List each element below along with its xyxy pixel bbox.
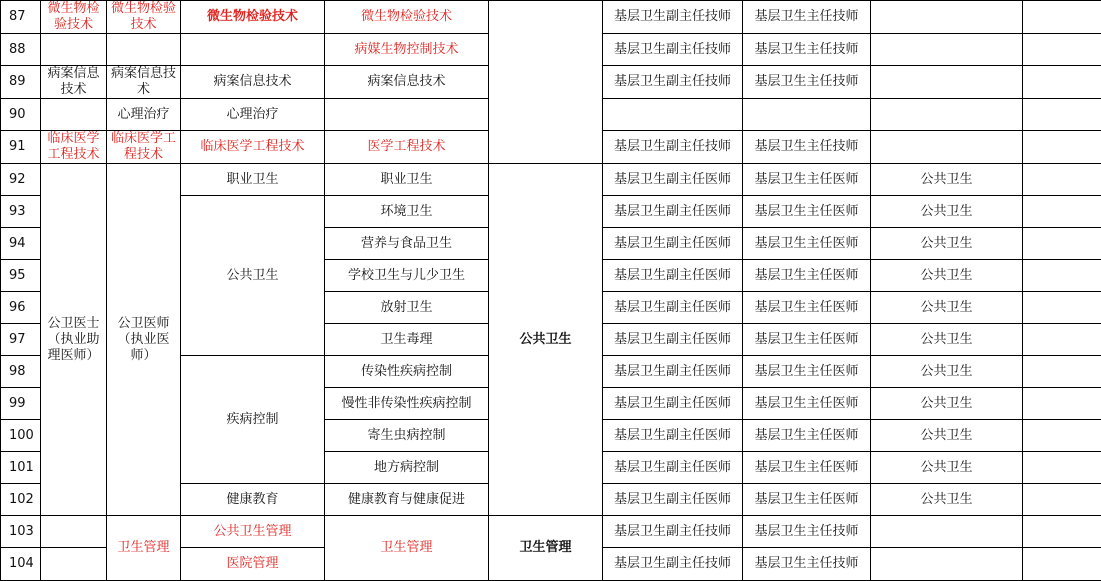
row-number[interactable]: 99 [1,388,41,420]
cell-empty[interactable] [1023,66,1101,99]
cell-exam-subject[interactable] [871,131,1023,164]
cell-specialty[interactable]: 病案信息技术 [325,66,489,99]
cell-specialty[interactable]: 医学工程技术 [325,131,489,164]
cell-level-a[interactable] [41,516,107,548]
cell-level-b[interactable]: 微生物检验技术 [107,1,181,34]
row-number[interactable]: 90 [1,99,41,131]
cell-deputy-title[interactable]: 基层卫生副主任医师 [603,324,743,356]
row-number[interactable]: 93 [1,196,41,228]
row-number[interactable]: 95 [1,260,41,292]
cell-deputy-title[interactable] [603,99,743,131]
cell-exam-subject[interactable] [871,34,1023,66]
cell-category[interactable] [489,1,603,164]
cell-level-b-merged[interactable]: 卫生管理 [107,516,181,581]
table-row [1,164,1101,196]
cell-specialty[interactable]: 健康教育与健康促进 [325,484,489,516]
cell-level-c[interactable]: 病案信息技术 [181,66,325,99]
cell-deputy-title[interactable]: 基层卫生副主任医师 [603,388,743,420]
row-number[interactable]: 98 [1,356,41,388]
cell-exam-subject[interactable] [871,99,1023,131]
cell-specialty[interactable]: 卫生毒理 [325,324,489,356]
cell-specialty[interactable]: 慢性非传染性疾病控制 [325,388,489,420]
cell-level-b[interactable]: 临床医学工程技术 [107,131,181,164]
row-number[interactable]: 92 [1,164,41,196]
row-number[interactable]: 104 [1,548,41,581]
cell-specialty[interactable]: 环境卫生 [325,196,489,228]
cell-level-c[interactable]: 临床医学工程技术 [181,131,325,164]
cell-specialty[interactable]: 寄生虫病控制 [325,420,489,452]
cell-senior-title[interactable]: 基层卫生主任医师 [743,420,871,452]
cell-deputy-title[interactable]: 基层卫生副主任技师 [603,66,743,99]
cell-empty[interactable] [1023,452,1101,484]
cell-exam-subject[interactable] [871,516,1023,548]
cell-exam-subject[interactable]: 公共卫生 [871,196,1023,228]
cell-empty[interactable] [1023,484,1101,516]
cell-senior-title[interactable]: 基层卫生主任技师 [743,66,871,99]
cell-specialty[interactable]: 地方病控制 [325,452,489,484]
cell-senior-title[interactable]: 基层卫生主任医师 [743,452,871,484]
cell-exam-subject[interactable]: 公共卫生 [871,484,1023,516]
cell-deputy-title[interactable]: 基层卫生副主任技师 [603,548,743,581]
cell-specialty[interactable]: 传染性疾病控制 [325,356,489,388]
cell-senior-title[interactable] [743,99,871,131]
cell-empty[interactable] [1023,420,1101,452]
cell-level-a[interactable]: 病案信息技术 [41,66,107,99]
table-row [1,516,1101,548]
row-number[interactable]: 89 [1,66,41,99]
cell-level-c[interactable]: 医院管理 [181,548,325,581]
cell-senior-title[interactable]: 基层卫生主任医师 [743,292,871,324]
cell-exam-subject[interactable] [871,1,1023,34]
cell-specialty-merged[interactable]: 卫生管理 [325,516,489,581]
cell-level-b[interactable] [107,34,181,66]
cell-deputy-title[interactable]: 基层卫生副主任医师 [603,292,743,324]
cell-level-c[interactable]: 心理治疗 [181,99,325,131]
cell-specialty[interactable]: 营养与食品卫生 [325,228,489,260]
cell-empty[interactable] [1023,324,1101,356]
cell-senior-title[interactable]: 基层卫生主任医师 [743,164,871,196]
cell-deputy-title[interactable]: 基层卫生副主任技师 [603,34,743,66]
cell-senior-title[interactable]: 基层卫生主任医师 [743,324,871,356]
cell-empty[interactable] [1023,356,1101,388]
cell-deputy-title[interactable]: 基层卫生副主任技师 [603,516,743,548]
cell-exam-subject[interactable]: 公共卫生 [871,420,1023,452]
cell-deputy-title[interactable]: 基层卫生副主任技师 [603,1,743,34]
cell-empty[interactable] [1023,228,1101,260]
cell-senior-title[interactable]: 基层卫生主任技师 [743,1,871,34]
cell-level-c[interactable] [181,34,325,66]
cell-senior-title[interactable]: 基层卫生主任医师 [743,388,871,420]
cell-level-c[interactable]: 公共卫生管理 [181,516,325,548]
cell-category-merged[interactable]: 卫生管理 [489,516,603,581]
cell-level-a[interactable]: 临床医学工程技术 [41,131,107,164]
cell-senior-title[interactable]: 基层卫生主任医师 [743,228,871,260]
cell-level-b[interactable]: 心理治疗 [107,99,181,131]
cell-empty[interactable] [1023,260,1101,292]
cell-empty[interactable] [1023,516,1101,548]
cell-level-a[interactable]: 微生物检验技术 [41,1,107,34]
cell-level-a[interactable] [41,34,107,66]
cell-level-a-merged[interactable]: 公卫医士（执业助理医师） [41,164,107,516]
cell-specialty[interactable]: 放射卫生 [325,292,489,324]
cell-empty[interactable] [1023,1,1101,34]
cell-empty[interactable] [1023,34,1101,66]
table-row [1,1,1101,34]
cell-level-b[interactable]: 病案信息技术 [107,66,181,99]
cell-deputy-title[interactable]: 基层卫生副主任医师 [603,260,743,292]
cell-empty[interactable] [1023,292,1101,324]
cell-empty[interactable] [1023,131,1101,164]
row-number[interactable]: 88 [1,34,41,66]
cell-level-c-merged[interactable]: 公共卫生 [181,196,325,356]
cell-deputy-title[interactable]: 基层卫生副主任医师 [603,452,743,484]
row-number[interactable]: 87 [1,1,41,34]
cell-deputy-title[interactable]: 基层卫生副主任医师 [603,420,743,452]
row-number[interactable]: 103 [1,516,41,548]
cell-exam-subject[interactable]: 公共卫生 [871,164,1023,196]
cell-deputy-title[interactable]: 基层卫生副主任医师 [603,164,743,196]
cell-empty[interactable] [1023,164,1101,196]
cell-exam-subject[interactable]: 公共卫生 [871,324,1023,356]
cell-exam-subject[interactable]: 公共卫生 [871,452,1023,484]
cell-deputy-title[interactable]: 基层卫生副主任医师 [603,356,743,388]
row-number[interactable]: 94 [1,228,41,260]
cell-senior-title[interactable]: 基层卫生主任医师 [743,260,871,292]
cell-empty[interactable] [1023,388,1101,420]
cell-level-c[interactable]: 健康教育 [181,484,325,516]
row-number[interactable]: 100 [1,420,41,452]
row-number[interactable]: 97 [1,324,41,356]
cell-empty[interactable] [1023,99,1101,131]
cell-empty[interactable] [1023,196,1101,228]
cell-exam-subject[interactable]: 公共卫生 [871,388,1023,420]
cell-senior-title[interactable]: 基层卫生主任医师 [743,196,871,228]
cell-level-c[interactable]: 微生物检验技术 [181,1,325,34]
cell-senior-title[interactable]: 基层卫生主任技师 [743,548,871,581]
row-number[interactable]: 102 [1,484,41,516]
cell-exam-subject[interactable]: 公共卫生 [871,356,1023,388]
row-number[interactable]: 91 [1,131,41,164]
cell-senior-title[interactable]: 基层卫生主任技师 [743,131,871,164]
cell-level-b-merged[interactable]: 公卫医师（执业医师） [107,164,181,516]
cell-deputy-title[interactable]: 基层卫生副主任医师 [603,228,743,260]
row-number[interactable]: 96 [1,292,41,324]
cell-exam-subject[interactable]: 公共卫生 [871,292,1023,324]
cell-deputy-title[interactable]: 基层卫生副主任技师 [603,131,743,164]
cell-senior-title[interactable]: 基层卫生主任技师 [743,34,871,66]
cell-level-a[interactable] [41,99,107,131]
cell-exam-subject[interactable] [871,66,1023,99]
cell-specialty[interactable]: 职业卫生 [325,164,489,196]
cell-category-merged[interactable]: 公共卫生 [489,164,603,516]
cell-exam-subject[interactable]: 公共卫生 [871,228,1023,260]
cell-level-c-merged[interactable]: 疾病控制 [181,356,325,484]
cell-level-c[interactable]: 职业卫生 [181,164,325,196]
cell-specialty[interactable] [325,99,489,131]
cell-specialty[interactable]: 病媒生物控制技术 [325,34,489,66]
cell-specialty[interactable]: 微生物检验技术 [325,1,489,34]
cell-senior-title[interactable]: 基层卫生主任医师 [743,356,871,388]
cell-senior-title[interactable]: 基层卫生主任医师 [743,484,871,516]
cell-exam-subject[interactable]: 公共卫生 [871,260,1023,292]
cell-deputy-title[interactable]: 基层卫生副主任医师 [603,196,743,228]
cell-senior-title[interactable]: 基层卫生主任技师 [743,516,871,548]
row-number[interactable]: 101 [1,452,41,484]
cell-specialty[interactable]: 学校卫生与儿少卫生 [325,260,489,292]
cell-deputy-title[interactable]: 基层卫生副主任医师 [603,484,743,516]
